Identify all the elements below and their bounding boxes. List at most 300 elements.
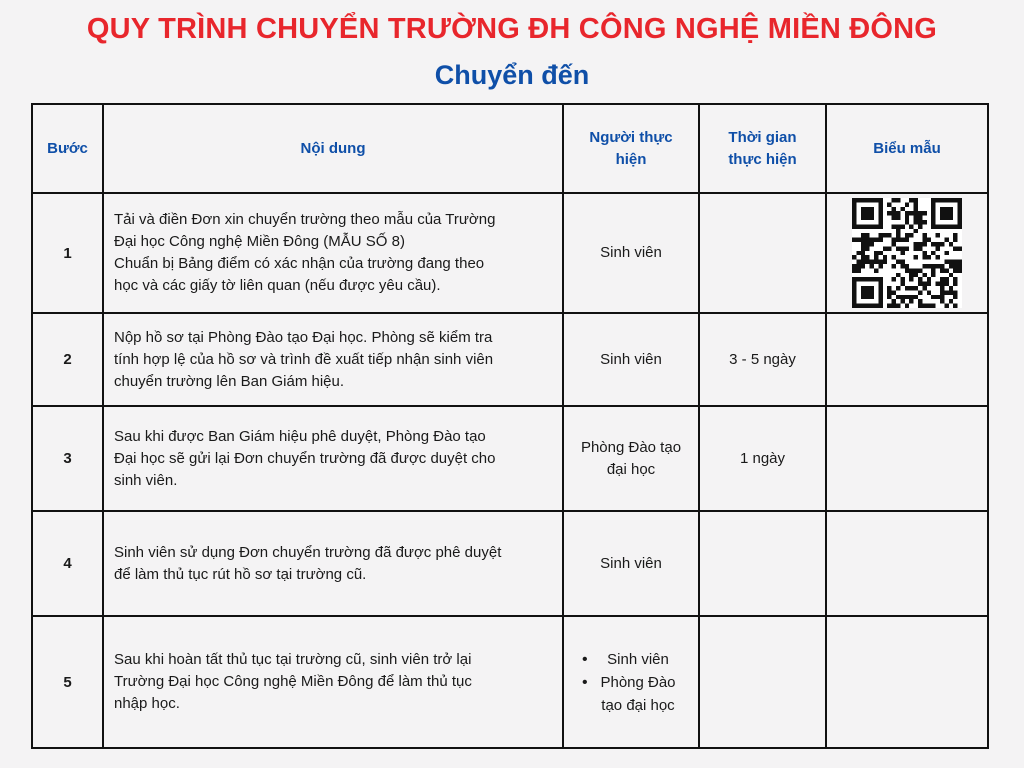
qr-module	[918, 220, 922, 224]
qr-module	[949, 216, 953, 220]
qr-module	[905, 286, 909, 290]
qr-module	[953, 260, 957, 264]
qr-code-icon[interactable]	[852, 198, 962, 308]
list-item: • Phòng Đào	[578, 671, 698, 694]
qr-module	[922, 238, 926, 242]
qr-module	[953, 277, 957, 281]
qr-module	[892, 304, 896, 308]
qr-module	[953, 282, 957, 286]
qr-module	[905, 220, 909, 224]
qr-module	[874, 304, 878, 308]
qr-module	[865, 238, 869, 242]
qr-module	[927, 238, 931, 242]
qr-module	[870, 286, 874, 290]
qr-module	[865, 211, 869, 215]
qr-module	[852, 220, 856, 224]
step-number: 5	[32, 616, 103, 748]
qr-module	[892, 242, 896, 246]
qr-module	[883, 260, 887, 264]
qr-module	[856, 304, 860, 308]
qr-module	[900, 295, 904, 299]
qr-module	[865, 246, 869, 250]
qr-module	[936, 242, 940, 246]
qr-module	[874, 268, 878, 272]
qr-module	[958, 211, 962, 215]
qr-module	[953, 198, 957, 202]
qr-module	[909, 299, 913, 303]
qr-module	[865, 224, 869, 228]
step-form	[826, 193, 988, 313]
qr-module	[896, 238, 900, 242]
qr-module	[865, 207, 869, 211]
qr-module	[870, 264, 874, 268]
qr-module	[852, 299, 856, 303]
qr-module	[914, 246, 918, 250]
qr-module	[922, 286, 926, 290]
qr-module	[922, 251, 926, 255]
qr-module	[922, 220, 926, 224]
qr-module	[852, 202, 856, 206]
qr-module	[856, 264, 860, 268]
qr-module	[883, 233, 887, 237]
qr-module	[909, 198, 913, 202]
qr-module	[865, 277, 869, 281]
qr-module	[900, 246, 904, 250]
qr-module	[861, 216, 865, 220]
qr-module	[896, 229, 900, 233]
qr-module	[861, 198, 865, 202]
qr-module	[940, 277, 944, 281]
step-person: Sinh viên	[563, 511, 699, 616]
qr-module	[918, 290, 922, 294]
qr-module	[865, 242, 869, 246]
qr-module	[953, 268, 957, 272]
step-content: Sau khi được Ban Giám hiệu phê duyệt, Phòng Đào tạo Đại học sẽ gửi lại Đơn chuyển trường đã được duyệt cho sinh viên.	[103, 406, 563, 511]
qr-module	[852, 295, 856, 299]
header-content: Nội dung	[103, 104, 563, 193]
qr-module	[861, 295, 865, 299]
table-row	[32, 616, 988, 748]
step-form	[826, 511, 988, 616]
qr-module	[905, 202, 909, 206]
qr-module	[892, 207, 896, 211]
qr-module	[949, 198, 953, 202]
qr-module	[865, 260, 869, 264]
qr-module	[931, 273, 935, 277]
qr-module	[931, 242, 935, 246]
header-form: Biểu mẫu	[826, 104, 988, 193]
qr-module	[914, 268, 918, 272]
qr-module	[861, 260, 865, 264]
header-time: Thời gian thực hiện	[699, 104, 826, 193]
qr-module	[914, 202, 918, 206]
qr-module	[865, 304, 869, 308]
qr-module	[909, 273, 913, 277]
qr-module	[861, 255, 865, 259]
qr-module	[922, 282, 926, 286]
qr-module	[874, 251, 878, 255]
qr-module	[940, 299, 944, 303]
qr-module	[909, 268, 913, 272]
qr-module	[896, 246, 900, 250]
qr-module	[887, 304, 891, 308]
qr-module	[940, 216, 944, 220]
step-number: 1	[32, 193, 103, 313]
qr-module	[953, 290, 957, 294]
qr-module	[940, 268, 944, 272]
qr-module	[931, 295, 935, 299]
qr-module	[914, 229, 918, 233]
qr-module	[931, 202, 935, 206]
qr-module	[861, 251, 865, 255]
qr-module	[922, 233, 926, 237]
process-table	[31, 103, 989, 749]
qr-module	[940, 282, 944, 286]
qr-module	[949, 273, 953, 277]
qr-module	[856, 260, 860, 264]
qr-module	[856, 224, 860, 228]
qr-module	[870, 260, 874, 264]
qr-module	[944, 224, 948, 228]
step-time: 3 - 5 ngày	[699, 313, 826, 406]
qr-module	[958, 224, 962, 228]
qr-module	[852, 290, 856, 294]
qr-module	[878, 238, 882, 242]
qr-module	[892, 224, 896, 228]
step-number: 4	[32, 511, 103, 616]
qr-module	[887, 246, 891, 250]
qr-module	[931, 304, 935, 308]
qr-module	[927, 255, 931, 259]
qr-module	[922, 211, 926, 215]
qr-module	[896, 211, 900, 215]
qr-module	[870, 224, 874, 228]
qr-module	[936, 233, 940, 237]
qr-module	[870, 207, 874, 211]
qr-module	[958, 198, 962, 202]
step-content: Sinh viên sử dụng Đơn chuyển trường đã được phê duyệt để làm thủ tục rút hồ sơ tại trường cũ.	[103, 511, 563, 616]
qr-module	[856, 277, 860, 281]
qr-module	[870, 216, 874, 220]
qr-module	[900, 224, 904, 228]
qr-module	[936, 255, 940, 259]
qr-module	[944, 282, 948, 286]
qr-module	[936, 246, 940, 250]
qr-module	[918, 304, 922, 308]
qr-module	[936, 295, 940, 299]
qr-module	[940, 286, 944, 290]
step-time	[699, 193, 826, 313]
qr-module	[878, 304, 882, 308]
qr-module	[874, 277, 878, 281]
qr-module	[870, 198, 874, 202]
step-content: Tải và điền Đơn xin chuyển trường theo mẫu của Trường Đại học Công nghệ Miền Đông (MẪU SỐ 8) Chuẩn bị Bảng điểm có xác nhận của trường đang theo học và các giấy tờ liên quan (nếu được yêu cầu).	[103, 193, 563, 313]
qr-module	[905, 233, 909, 237]
step-content: Sau khi hoàn tất thủ tục tại trường cũ, sinh viên trở lại Trường Đại học Công nghệ Miền Đông để làm thủ tục nhập học.	[103, 616, 563, 748]
qr-module	[905, 264, 909, 268]
qr-module	[949, 299, 953, 303]
qr-module	[878, 277, 882, 281]
qr-module	[918, 242, 922, 246]
qr-module	[896, 304, 900, 308]
qr-module	[900, 282, 904, 286]
qr-module	[918, 246, 922, 250]
qr-module	[944, 238, 948, 242]
qr-module	[931, 264, 935, 268]
qr-module	[900, 238, 904, 242]
qr-module	[914, 207, 918, 211]
qr-module	[892, 299, 896, 303]
qr-module	[905, 238, 909, 242]
qr-module	[900, 251, 904, 255]
qr-module	[900, 277, 904, 281]
qr-module	[931, 251, 935, 255]
header-step: Bước	[32, 104, 103, 193]
qr-module	[914, 242, 918, 246]
step-time	[699, 616, 826, 748]
qr-module	[861, 211, 865, 215]
person-list	[564, 648, 698, 717]
qr-module	[914, 198, 918, 202]
qr-module	[892, 264, 896, 268]
qr-module	[896, 233, 900, 237]
bullet-icon: •	[582, 673, 588, 691]
qr-module	[927, 277, 931, 281]
list-item: • Sinh viên	[578, 648, 698, 671]
qr-module	[958, 246, 962, 250]
qr-module	[936, 224, 940, 228]
list-item: tạo đại học	[601, 696, 675, 714]
qr-module	[940, 242, 944, 246]
qr-module	[958, 260, 962, 264]
qr-module	[909, 211, 913, 215]
qr-module	[931, 220, 935, 224]
qr-module	[918, 268, 922, 272]
qr-module	[874, 224, 878, 228]
step-form	[826, 313, 988, 406]
qr-module	[861, 238, 865, 242]
qr-module	[940, 224, 944, 228]
qr-module	[944, 216, 948, 220]
qr-module	[892, 277, 896, 281]
qr-module	[896, 273, 900, 277]
qr-module	[927, 290, 931, 294]
qr-module	[905, 304, 909, 308]
qr-module	[878, 286, 882, 290]
qr-module	[878, 264, 882, 268]
qr-module	[949, 207, 953, 211]
qr-module	[936, 198, 940, 202]
qr-module	[905, 211, 909, 215]
qr-module	[874, 198, 878, 202]
qr-module	[900, 260, 904, 264]
qr-module	[958, 268, 962, 272]
qr-module	[852, 198, 856, 202]
qr-module	[896, 260, 900, 264]
qr-module	[865, 233, 869, 237]
qr-module	[852, 304, 856, 308]
qr-module	[931, 216, 935, 220]
qr-module	[914, 216, 918, 220]
qr-module	[949, 242, 953, 246]
qr-module	[953, 295, 957, 299]
qr-module	[936, 282, 940, 286]
qr-module	[958, 207, 962, 211]
qr-module	[865, 255, 869, 259]
qr-module	[918, 216, 922, 220]
qr-module	[878, 233, 882, 237]
qr-module	[878, 260, 882, 264]
qr-module	[918, 211, 922, 215]
qr-module	[953, 233, 957, 237]
step-form	[826, 406, 988, 511]
qr-module	[852, 224, 856, 228]
qr-module	[949, 290, 953, 294]
qr-module	[874, 255, 878, 259]
qr-module	[958, 216, 962, 220]
qr-module	[856, 268, 860, 272]
qr-module	[896, 295, 900, 299]
qr-module	[883, 255, 887, 259]
qr-module	[949, 211, 953, 215]
qr-module	[865, 216, 869, 220]
qr-module	[944, 260, 948, 264]
qr-module	[892, 198, 896, 202]
qr-module	[909, 286, 913, 290]
qr-module	[918, 282, 922, 286]
qr-module	[949, 224, 953, 228]
page-subtitle: Chuyển đến	[434, 60, 590, 90]
qr-module	[944, 211, 948, 215]
qr-module	[892, 255, 896, 259]
qr-module	[909, 277, 913, 281]
qr-module	[878, 224, 882, 228]
qr-module	[953, 264, 957, 268]
qr-module	[953, 238, 957, 242]
qr-module	[878, 202, 882, 206]
qr-module	[931, 268, 935, 272]
qr-module	[892, 238, 896, 242]
qr-module	[878, 220, 882, 224]
qr-module	[953, 304, 957, 308]
qr-module	[878, 282, 882, 286]
qr-module	[861, 264, 865, 268]
qr-module	[909, 295, 913, 299]
qr-module	[852, 268, 856, 272]
qr-module	[861, 233, 865, 237]
qr-module	[878, 198, 882, 202]
qr-module	[940, 295, 944, 299]
qr-module	[896, 286, 900, 290]
qr-module	[861, 242, 865, 246]
qr-module	[856, 238, 860, 242]
qr-module	[944, 251, 948, 255]
qr-module	[922, 255, 926, 259]
qr-module	[944, 207, 948, 211]
qr-module	[870, 290, 874, 294]
qr-module	[914, 273, 918, 277]
qr-module	[905, 295, 909, 299]
qr-module	[870, 242, 874, 246]
qr-module	[887, 286, 891, 290]
qr-module	[905, 216, 909, 220]
qr-module	[922, 273, 926, 277]
step-person	[563, 616, 699, 748]
qr-module	[896, 224, 900, 228]
qr-module	[878, 251, 882, 255]
bullet-icon: •	[582, 650, 588, 668]
qr-module	[852, 211, 856, 215]
qr-module	[861, 290, 865, 294]
qr-module	[861, 286, 865, 290]
table-row	[32, 193, 988, 313]
qr-module	[856, 198, 860, 202]
qr-module	[936, 264, 940, 268]
table-header-row	[32, 104, 988, 193]
qr-module	[852, 207, 856, 211]
qr-module	[940, 198, 944, 202]
qr-module	[892, 216, 896, 220]
qr-module	[878, 216, 882, 220]
qr-module	[958, 220, 962, 224]
table-row	[32, 406, 988, 511]
qr-module	[878, 207, 882, 211]
qr-module	[944, 304, 948, 308]
qr-module	[914, 211, 918, 215]
qr-module	[852, 264, 856, 268]
qr-module	[861, 304, 865, 308]
qr-module	[874, 260, 878, 264]
qr-module	[861, 224, 865, 228]
qr-module	[949, 264, 953, 268]
qr-module	[940, 207, 944, 211]
qr-module	[887, 211, 891, 215]
qr-module	[887, 290, 891, 294]
qr-module	[914, 255, 918, 259]
qr-module	[861, 246, 865, 250]
qr-module	[878, 290, 882, 294]
qr-module	[909, 224, 913, 228]
qr-module	[949, 286, 953, 290]
step-person: Sinh viên	[563, 313, 699, 406]
qr-module	[944, 268, 948, 272]
qr-module	[870, 295, 874, 299]
qr-module	[944, 198, 948, 202]
qr-module	[931, 211, 935, 215]
qr-module	[896, 198, 900, 202]
step-number: 3	[32, 406, 103, 511]
qr-module	[874, 238, 878, 242]
qr-module	[900, 299, 904, 303]
qr-module	[940, 290, 944, 294]
qr-module	[931, 198, 935, 202]
header-person: Người thực hiện	[563, 104, 699, 193]
step-time: 1 ngày	[699, 406, 826, 511]
qr-module	[887, 295, 891, 299]
qr-module	[887, 202, 891, 206]
qr-module	[944, 277, 948, 281]
qr-module	[856, 251, 860, 255]
qr-module	[861, 207, 865, 211]
qr-module	[905, 246, 909, 250]
qr-module	[852, 216, 856, 220]
qr-module	[940, 264, 944, 268]
qr-module	[927, 264, 931, 268]
qr-module	[900, 207, 904, 211]
qr-module	[953, 224, 957, 228]
step-person: Sinh viên	[563, 193, 699, 313]
qr-module	[852, 277, 856, 281]
